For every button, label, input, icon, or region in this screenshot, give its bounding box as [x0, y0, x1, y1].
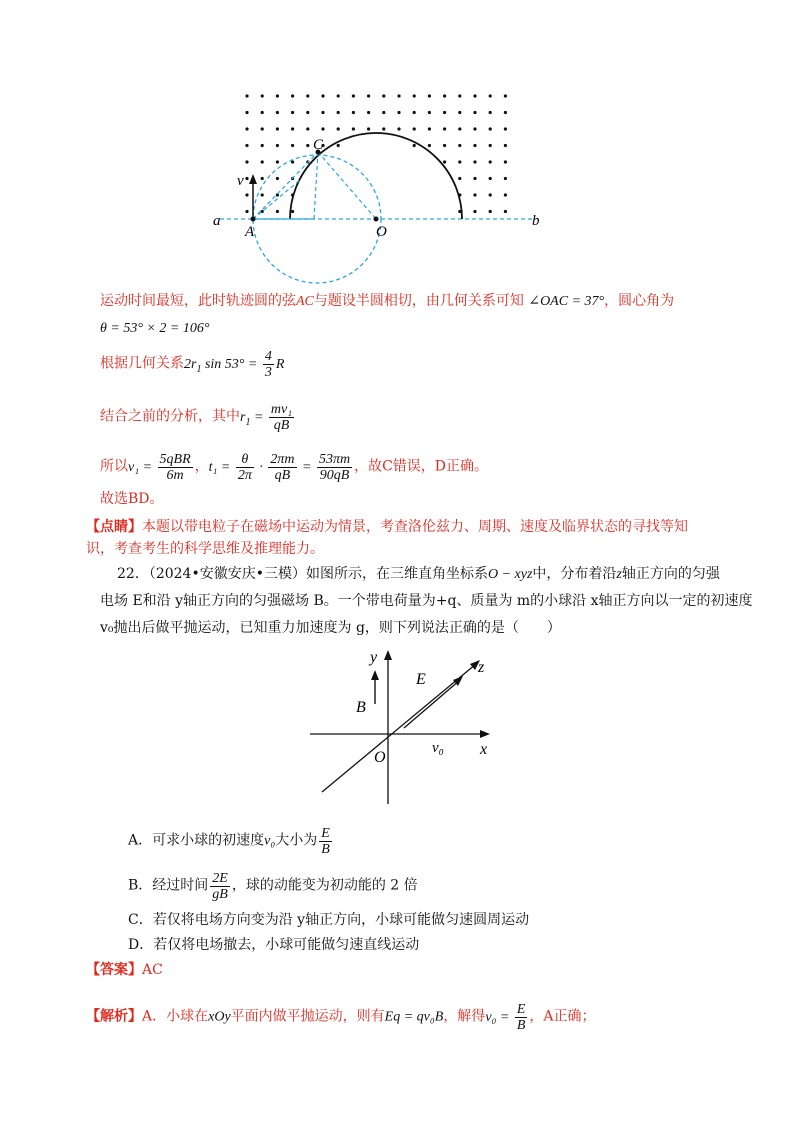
- text: ，圆心角为: [604, 293, 675, 309]
- figure-coordinate-system: [300, 642, 510, 810]
- frac-num: 2πm: [270, 452, 295, 467]
- analysis: [86, 1002, 596, 1033]
- field-dot: [458, 94, 461, 97]
- frac-num: 2E: [212, 871, 228, 886]
- label-C: C: [313, 137, 324, 153]
- math: =: [298, 459, 315, 475]
- frac-den: qB: [273, 418, 290, 433]
- field-dot: [291, 144, 294, 147]
- field-dot: [504, 127, 507, 130]
- label-b: b: [532, 213, 540, 229]
- x-axis-arrowhead: [480, 730, 490, 738]
- field-dot: [321, 127, 324, 130]
- field-dot: [428, 144, 431, 147]
- answer-value: AC: [142, 962, 163, 978]
- solution-line-3: [100, 349, 284, 380]
- math-z: z: [616, 567, 622, 582]
- text: ，球的动能变为初动能的 2 倍: [231, 877, 418, 894]
- math-eq1: Eq = qv₀B: [384, 1009, 444, 1025]
- field-dot: [473, 127, 476, 130]
- field-dot: [306, 94, 309, 97]
- field-dot: [504, 193, 507, 196]
- frac-num: E: [516, 1002, 526, 1017]
- math-eq2: v₀ =: [485, 1009, 513, 1025]
- solution-line-6: [100, 489, 164, 509]
- label-v: v: [237, 173, 244, 189]
- field-dot: [489, 160, 492, 163]
- field-dot: [261, 177, 264, 180]
- field-dot: [261, 160, 264, 163]
- label-E: E: [416, 671, 426, 688]
- field-dot: [473, 177, 476, 180]
- frac-den: 90qB: [319, 468, 350, 483]
- frac-num: E: [321, 826, 330, 841]
- math: r: [240, 409, 246, 425]
- field-dot: [245, 160, 248, 163]
- frac-den: 2π: [237, 468, 252, 483]
- text: D．若仅将电场撤去，小球可能做匀速直线运动: [128, 937, 420, 953]
- math-angle: ∠OAC = 37°: [528, 294, 605, 309]
- field-dot: [504, 144, 507, 147]
- label-O: O: [376, 224, 387, 240]
- field-dot: [489, 127, 492, 130]
- text: 中，分布着沿: [532, 566, 617, 582]
- field-dot: [337, 94, 340, 97]
- field-dot: [382, 111, 385, 114]
- field-dot: [245, 210, 248, 213]
- field-dot: [473, 210, 476, 213]
- text: 运动时间最短，此时轨迹圆的弦: [100, 293, 296, 309]
- frac-den: B: [321, 842, 330, 857]
- radius-C: [314, 152, 318, 219]
- field-dot: [413, 127, 416, 130]
- comment-tag: 【点睛】: [86, 519, 142, 535]
- option-C: [128, 910, 529, 930]
- field-dot: [489, 193, 492, 196]
- frac-den: 3: [264, 365, 272, 380]
- field-dot: [245, 94, 248, 97]
- q22-line-2: [100, 591, 753, 611]
- field-dot: [276, 94, 279, 97]
- field-dot: [458, 177, 461, 180]
- math: v₁ =: [128, 459, 156, 475]
- field-dot: [245, 111, 248, 114]
- field-dot: [473, 144, 476, 147]
- text: C．若仅将电场方向变为沿 y轴正方向，小球可能做匀速圆周运动: [128, 912, 530, 928]
- field-dot: [473, 111, 476, 114]
- field-dot: [321, 111, 324, 114]
- field-dot: [291, 127, 294, 130]
- math-v0: v₀: [264, 833, 276, 849]
- field-dot: [473, 94, 476, 97]
- q22-line-1: [117, 564, 720, 585]
- label-y: y: [370, 649, 378, 666]
- field-dot: [261, 193, 264, 196]
- z-axis: [322, 664, 476, 792]
- field-dot: [245, 177, 248, 180]
- figure-magnetic-field-diagram: [200, 88, 560, 288]
- field-dot: [458, 127, 461, 130]
- solution-line-1: [100, 291, 674, 312]
- q22-line-3: [100, 618, 561, 638]
- field-dot: [458, 111, 461, 114]
- field-dot: [352, 94, 355, 97]
- text: A．可求小球的初速度: [128, 832, 265, 849]
- frac-num: 53πm: [318, 452, 351, 467]
- math-theta: θ = 53° × 2 = 106°: [100, 321, 210, 336]
- field-dot: [276, 160, 279, 163]
- field-dot: [413, 94, 416, 97]
- frac-den: 6m: [166, 468, 184, 483]
- field-dot: [367, 127, 370, 130]
- answer: [86, 960, 163, 980]
- field-dot: [352, 111, 355, 114]
- field-dot: [382, 127, 385, 130]
- field-dot: [504, 210, 507, 213]
- frac-num: 4: [264, 349, 272, 364]
- field-dot: [443, 94, 446, 97]
- text: 电场 E和沿 y轴正方向的匀强磁场 B。一个带电荷量为+q、质量为 m的小球沿 x轴正方向以一定的初速度: [100, 593, 753, 609]
- velocity-arrowhead: [249, 174, 257, 184]
- label-B: B: [356, 699, 366, 716]
- frac-den: qB: [274, 468, 291, 483]
- label-v0: v₀: [432, 740, 444, 756]
- point-O: [374, 217, 379, 222]
- math: t₁ =: [208, 459, 234, 475]
- text: ，: [194, 458, 209, 475]
- text: 轴正方向的匀强: [621, 566, 720, 582]
- field-dot: [261, 111, 264, 114]
- label-x: x: [480, 741, 488, 758]
- field-dot: [458, 160, 461, 163]
- field-dot: [473, 160, 476, 163]
- label-O: O: [374, 749, 386, 766]
- field-dot: [489, 210, 492, 213]
- field-dot: [443, 127, 446, 130]
- field-dot: [489, 144, 492, 147]
- solution-line-4: [100, 402, 296, 433]
- text: 根据几何关系: [100, 355, 184, 372]
- field-dot: [367, 111, 370, 114]
- math: R: [275, 356, 285, 372]
- field-dot: [504, 94, 507, 97]
- frac-num: 5qBR: [159, 452, 191, 467]
- math: sin 53° =: [201, 356, 261, 372]
- field-dot: [443, 144, 446, 147]
- field-dot: [245, 193, 248, 196]
- field-dot: [504, 111, 507, 114]
- text: 大小为: [275, 832, 318, 849]
- math-plane: xOy: [208, 1009, 231, 1025]
- point-A: [251, 217, 256, 222]
- field-dot: [276, 111, 279, 114]
- field-dot: [291, 94, 294, 97]
- field-dot: [397, 94, 400, 97]
- label-a: a: [213, 213, 221, 229]
- field-dot: [413, 144, 416, 147]
- field-dot: [428, 127, 431, 130]
- analysis-tag: 【解析】: [86, 1008, 142, 1025]
- field-dot: [306, 144, 309, 147]
- text: A．小球在: [142, 1008, 209, 1025]
- comment-body: 本题以带电粒子在磁场中运动为情景，考查洛伦兹力、周期、速度及临界状态的寻找等知: [142, 519, 688, 535]
- option-D: [128, 935, 419, 955]
- math-coord: O − xyz: [487, 567, 533, 582]
- field-dot: [489, 177, 492, 180]
- math: ·: [255, 459, 267, 475]
- option-A: [128, 826, 334, 857]
- text: 平面内做平抛运动，则有: [230, 1008, 385, 1025]
- field-dot: [245, 127, 248, 130]
- text: 故选BD。: [100, 491, 164, 507]
- math: =: [250, 409, 267, 425]
- text: 22．（2024•安徽安庆•三模）如图所示，在三维直角坐标系: [117, 566, 488, 582]
- text: 与题设半圆相切，由几何关系可知: [313, 293, 524, 309]
- comment-body-2: 识，考查考生的科学思维及推理能力。: [86, 541, 324, 557]
- field-dot: [291, 210, 294, 213]
- field-dot: [397, 111, 400, 114]
- text: B．经过时间: [128, 877, 209, 894]
- field-dot: [337, 127, 340, 130]
- field-dot: [443, 160, 446, 163]
- frac-num: mv₁: [270, 402, 293, 417]
- field-dot: [458, 144, 461, 147]
- field-dot: [352, 127, 355, 130]
- field-dot: [276, 127, 279, 130]
- magnetic-field-dots: [245, 94, 507, 213]
- field-dot: [261, 127, 264, 130]
- field-dot: [489, 111, 492, 114]
- answer-tag: 【答案】: [86, 962, 142, 978]
- field-dot: [397, 127, 400, 130]
- text: ，解得: [443, 1008, 486, 1025]
- text: 所以: [100, 458, 128, 475]
- y-axis-arrowhead: [384, 650, 392, 660]
- solution-line-5: [100, 452, 488, 483]
- field-dot: [473, 193, 476, 196]
- b-field-arrowhead: [371, 670, 379, 680]
- field-dot: [367, 94, 370, 97]
- e-field-arrow: [404, 680, 460, 728]
- text: 结合之前的分析，其中: [100, 408, 240, 425]
- field-dot: [291, 111, 294, 114]
- math: 2r: [184, 356, 197, 372]
- field-dot: [276, 210, 279, 213]
- math-sub: 1: [196, 363, 202, 375]
- frac-den: gB: [212, 887, 228, 902]
- field-dot: [276, 144, 279, 147]
- field-dot: [504, 160, 507, 163]
- field-dot: [306, 111, 309, 114]
- field-dot: [321, 94, 324, 97]
- label-A: A: [245, 224, 255, 240]
- field-dot: [306, 127, 309, 130]
- field-dot: [261, 94, 264, 97]
- frac-num: θ: [236, 452, 254, 468]
- text: ，A正确；: [529, 1008, 596, 1025]
- field-dot: [428, 111, 431, 114]
- field-dot: [413, 111, 416, 114]
- math-ac: AC: [296, 294, 314, 309]
- solution-line-2: [100, 318, 209, 339]
- field-dot: [337, 111, 340, 114]
- frac-den: B: [516, 1018, 526, 1033]
- field-dot: [261, 144, 264, 147]
- math-sub: 1: [245, 416, 251, 428]
- field-dot: [276, 177, 279, 180]
- field-dot: [245, 144, 248, 147]
- field-dot: [489, 94, 492, 97]
- label-z: z: [478, 659, 485, 676]
- field-dot: [337, 144, 340, 147]
- field-dot: [443, 111, 446, 114]
- field-dot: [428, 94, 431, 97]
- option-B: [128, 871, 418, 902]
- field-dot: [382, 94, 385, 97]
- field-dot: [504, 177, 507, 180]
- text: v₀抛出后做平抛运动，已知重力加速度为 g，则下列说法正确的是（ ）: [100, 620, 561, 636]
- comment: [86, 516, 706, 560]
- text: ，故C错误，D正确。: [354, 458, 489, 475]
